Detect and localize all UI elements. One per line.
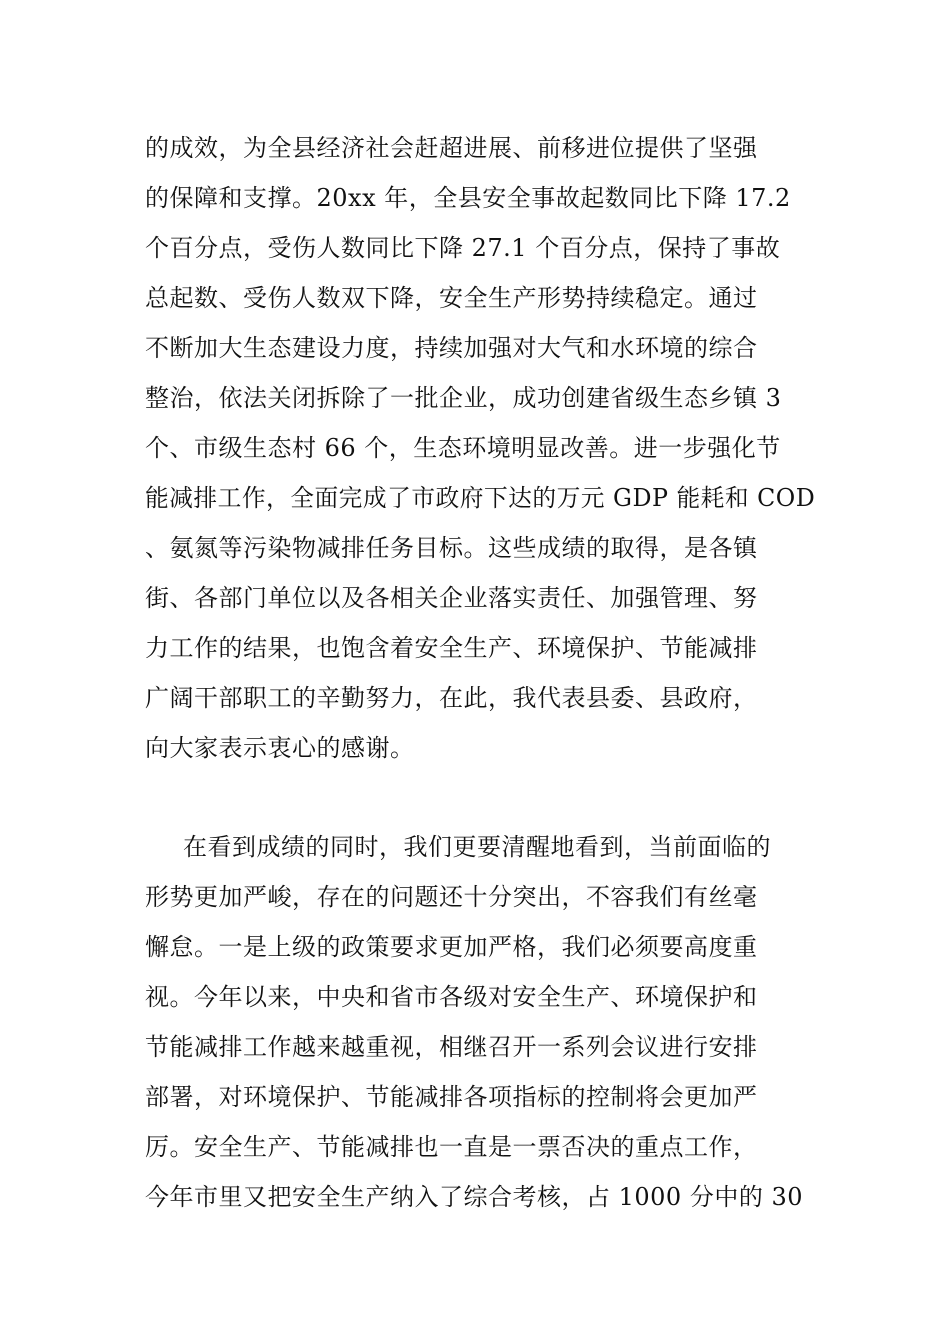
paragraph-line: 整治，依法关闭拆除了一批企业，成功创建省级生态乡镇 3 bbox=[145, 384, 782, 412]
paragraph-line: 形势更加严峻，存在的问题还十分突出，不容我们有丝毫 bbox=[145, 883, 758, 911]
paragraph-line: 今年市里又把安全生产纳入了综合考核，占 1000 分中的 30 bbox=[145, 1183, 804, 1211]
paragraph-line: 在看到成绩的同时，我们更要清醒地看到，当前面临的 bbox=[183, 833, 771, 861]
paragraph-line: 街、各部门单位以及各相关企业落实责任、加强管理、努 bbox=[145, 584, 758, 612]
paragraph-line: 能减排工作，全面完成了市政府下达的万元 GDP 能耗和 COD bbox=[145, 484, 816, 512]
paragraph-line: 广阔干部职工的辛勤努力，在此，我代表县委、县政府， bbox=[145, 684, 758, 712]
paragraph-line: 、氨氮等污染物减排任务目标。这些成绩的取得，是各镇 bbox=[145, 534, 758, 562]
paragraph-line: 向大家表示衷心的感谢。 bbox=[145, 734, 415, 762]
paragraph-line: 力工作的结果，也饱含着安全生产、环境保护、节能减排 bbox=[145, 634, 758, 662]
paragraph-line: 不断加大生态建设力度，持续加强对大气和水环境的综合 bbox=[145, 334, 758, 362]
paragraph-line: 部署，对环境保护、节能减排各项指标的控制将会更加严 bbox=[145, 1083, 758, 1111]
paragraph-line: 视。今年以来，中央和省市各级对安全生产、环境保护和 bbox=[145, 983, 758, 1011]
paragraph-line: 节能减排工作越来越重视，相继召开一系列会议进行安排 bbox=[145, 1033, 758, 1061]
paragraph-line: 个、市级生态村 66 个，生态环境明显改善。进一步强化节 bbox=[145, 434, 781, 462]
paragraph-line: 的保障和支撑。20xx 年，全县安全事故起数同比下降 17.2 bbox=[145, 184, 791, 212]
paragraph-line: 懈怠。一是上级的政策要求更加严格，我们必须要高度重 bbox=[145, 933, 758, 961]
paragraph-line: 个百分点，受伤人数同比下降 27.1 个百分点，保持了事故 bbox=[145, 234, 781, 262]
paragraph-line: 总起数、受伤人数双下降，安全生产形势持续稳定。通过 bbox=[145, 284, 758, 312]
paragraph-line: 的成效，为全县经济社会赶超进展、前移进位提供了坚强 bbox=[145, 134, 758, 162]
paragraph-line: 厉。安全生产、节能减排也一直是一票否决的重点工作， bbox=[145, 1133, 758, 1161]
